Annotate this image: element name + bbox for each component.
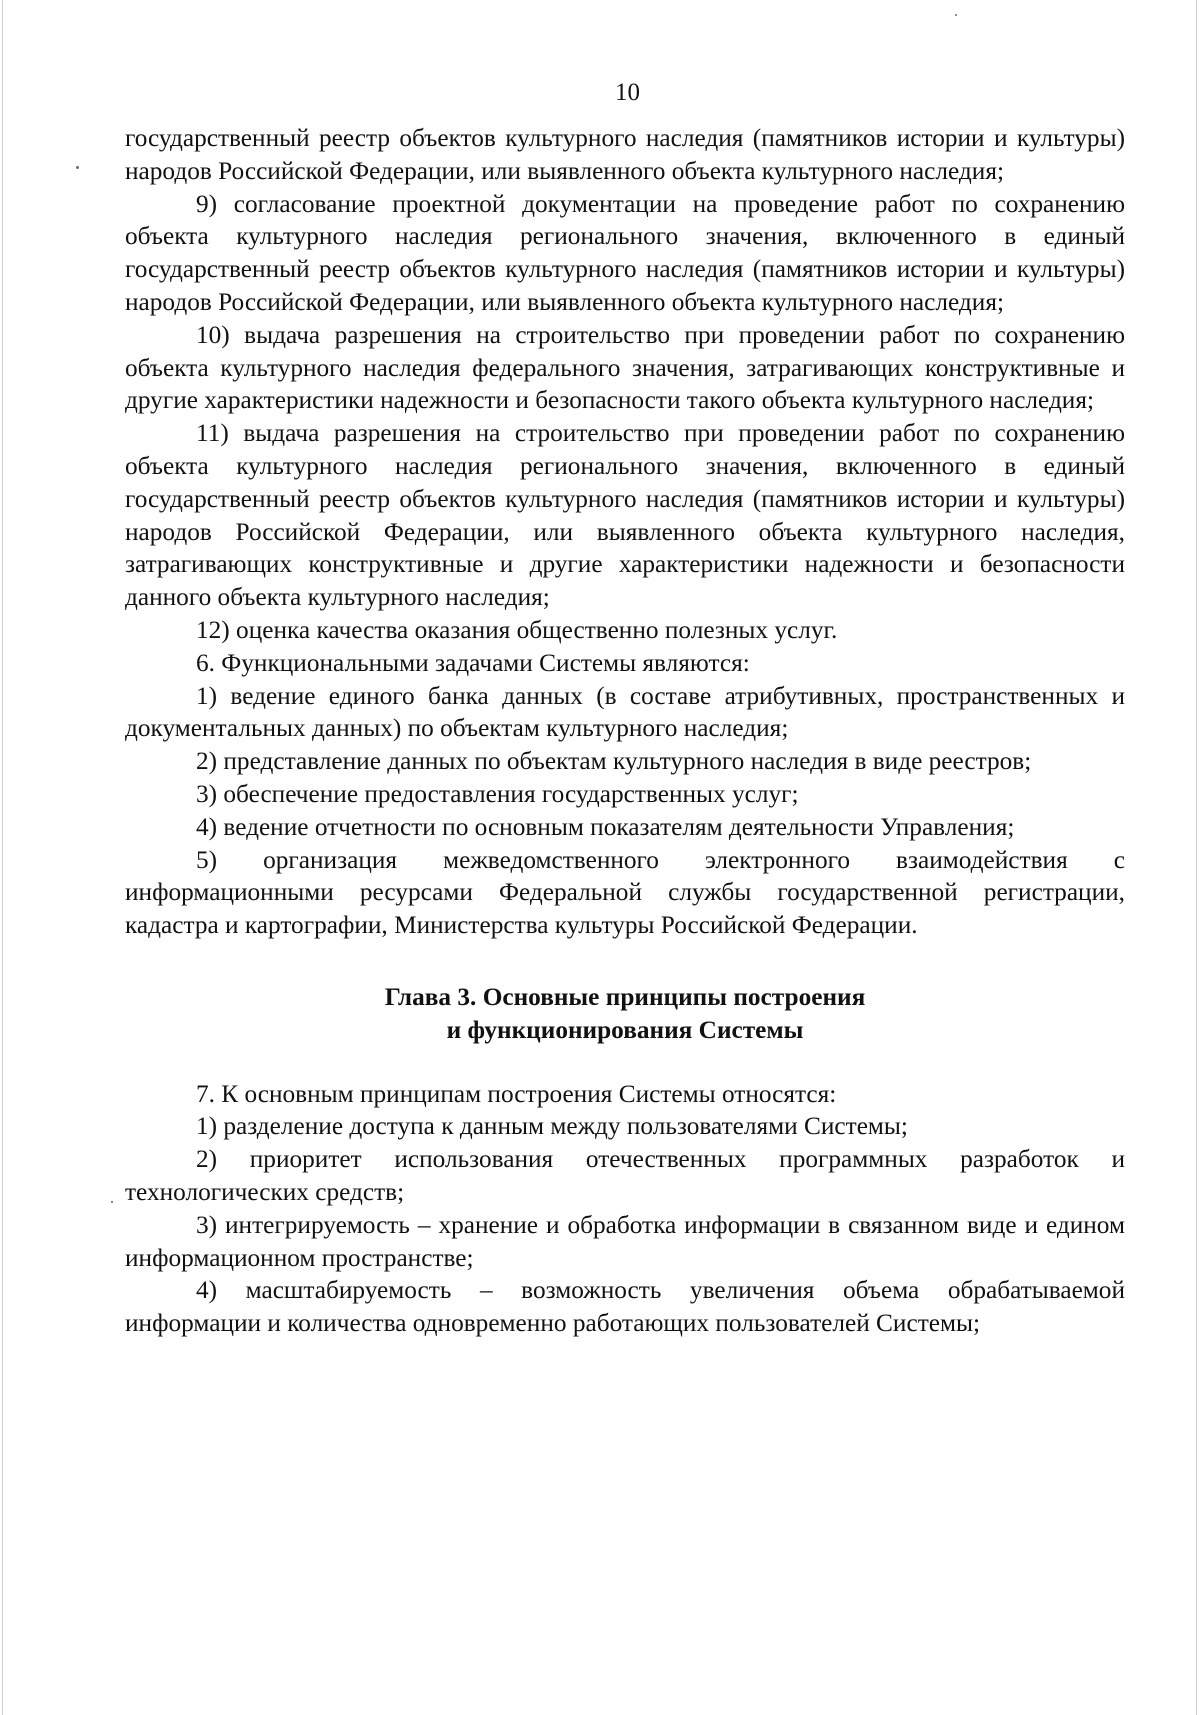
- paragraph: 11) выдача разрешения на строительство при проведении работ по сохранению объекта культурного наследия регионального значения, включенного в единый государственный реестр объектов культурного наследия (памятников истории и культуры) народов Российской Федерации, или выявленного объекта культурного наследия, затрагивающих конструктивные и другие характеристики надежности и безопасности данного объекта культурного наследия;: [125, 419, 1125, 612]
- paragraph: 4) ведение отчетности по основным показателям деятельности Управления;: [196, 812, 1015, 841]
- paragraph: государственный реестр объектов культурного наследия (памятников истории и культуры) народов Российской Федерации, или выявленного объекта культурного наследия;: [125, 124, 1125, 185]
- paragraph: 3) интегрируемость – хранение и обработка информации в связанном виде и едином информационном пространстве;: [125, 1210, 1125, 1272]
- paragraph: 10) выдача разрешения на строительство при проведении работ по сохранению объекта культурного наследия федерального значения, затрагивающих конструктивные и другие характеристики надежности и безопасности такого объекта культурного наследия;: [125, 320, 1125, 415]
- paragraph: 2) представление данных по объектам культурного наследия в виде реестров;: [196, 747, 1032, 776]
- paragraph: 1) ведение единого банка данных (в составе атрибутивных, пространственных и документальных данных) по объектам культурного наследия;: [125, 681, 1125, 743]
- paragraphs-before-heading: [125, 122, 1125, 942]
- paragraph: 7. К основным принципам построения Системы относятся:: [196, 1079, 837, 1108]
- chapter-heading: [125, 981, 1125, 1047]
- scan-speck: [111, 1201, 113, 1203]
- document-body: [125, 122, 1125, 1340]
- chapter-heading-line-2: и функционирования Системы: [446, 1015, 804, 1044]
- page-number: 10: [615, 79, 640, 106]
- paragraph: 4) масштабируемость – возможность увеличения объема обрабатываемой информации и количества одновременно работающих пользователей Системы;: [125, 1276, 1125, 1338]
- scan-edge-left: [2, 0, 3, 1715]
- paragraph: 2) приоритет использования отечественных программных разработок и технологических средств;: [125, 1145, 1125, 1206]
- chapter-heading-line-1: Глава 3. Основные принципы построения: [384, 982, 866, 1011]
- scan-speck: [955, 14, 957, 16]
- paragraphs-after-heading: [125, 1078, 1125, 1340]
- paragraph: 3) обеспечение предоставления государственных услуг;: [196, 779, 799, 808]
- paragraph: 12) оценка качества оказания общественно полезных услуг.: [196, 615, 838, 644]
- scan-edge-right: [1196, 0, 1197, 1715]
- paragraph: 1) разделение доступа к данным между пользователями Системы;: [196, 1112, 908, 1141]
- scan-speck: [76, 166, 79, 169]
- paragraph: 6. Функциональными задачами Системы являются:: [196, 648, 750, 677]
- paragraph: 5) организация межведомственного электронного взаимодействия с информационными ресурсами Федеральной службы государственной регистрации, кадастра и картографии, Министерства культуры Российской Федерации.: [125, 845, 1125, 940]
- paragraph: 9) согласование проектной документации на проведение работ по сохранению объекта культурного наследия регионального значения, включенного в единый государственный реестр объектов культурного наследия (памятников истории и культуры) народов Российской Федерации, или выявленного объекта культурного наследия;: [125, 189, 1125, 316]
